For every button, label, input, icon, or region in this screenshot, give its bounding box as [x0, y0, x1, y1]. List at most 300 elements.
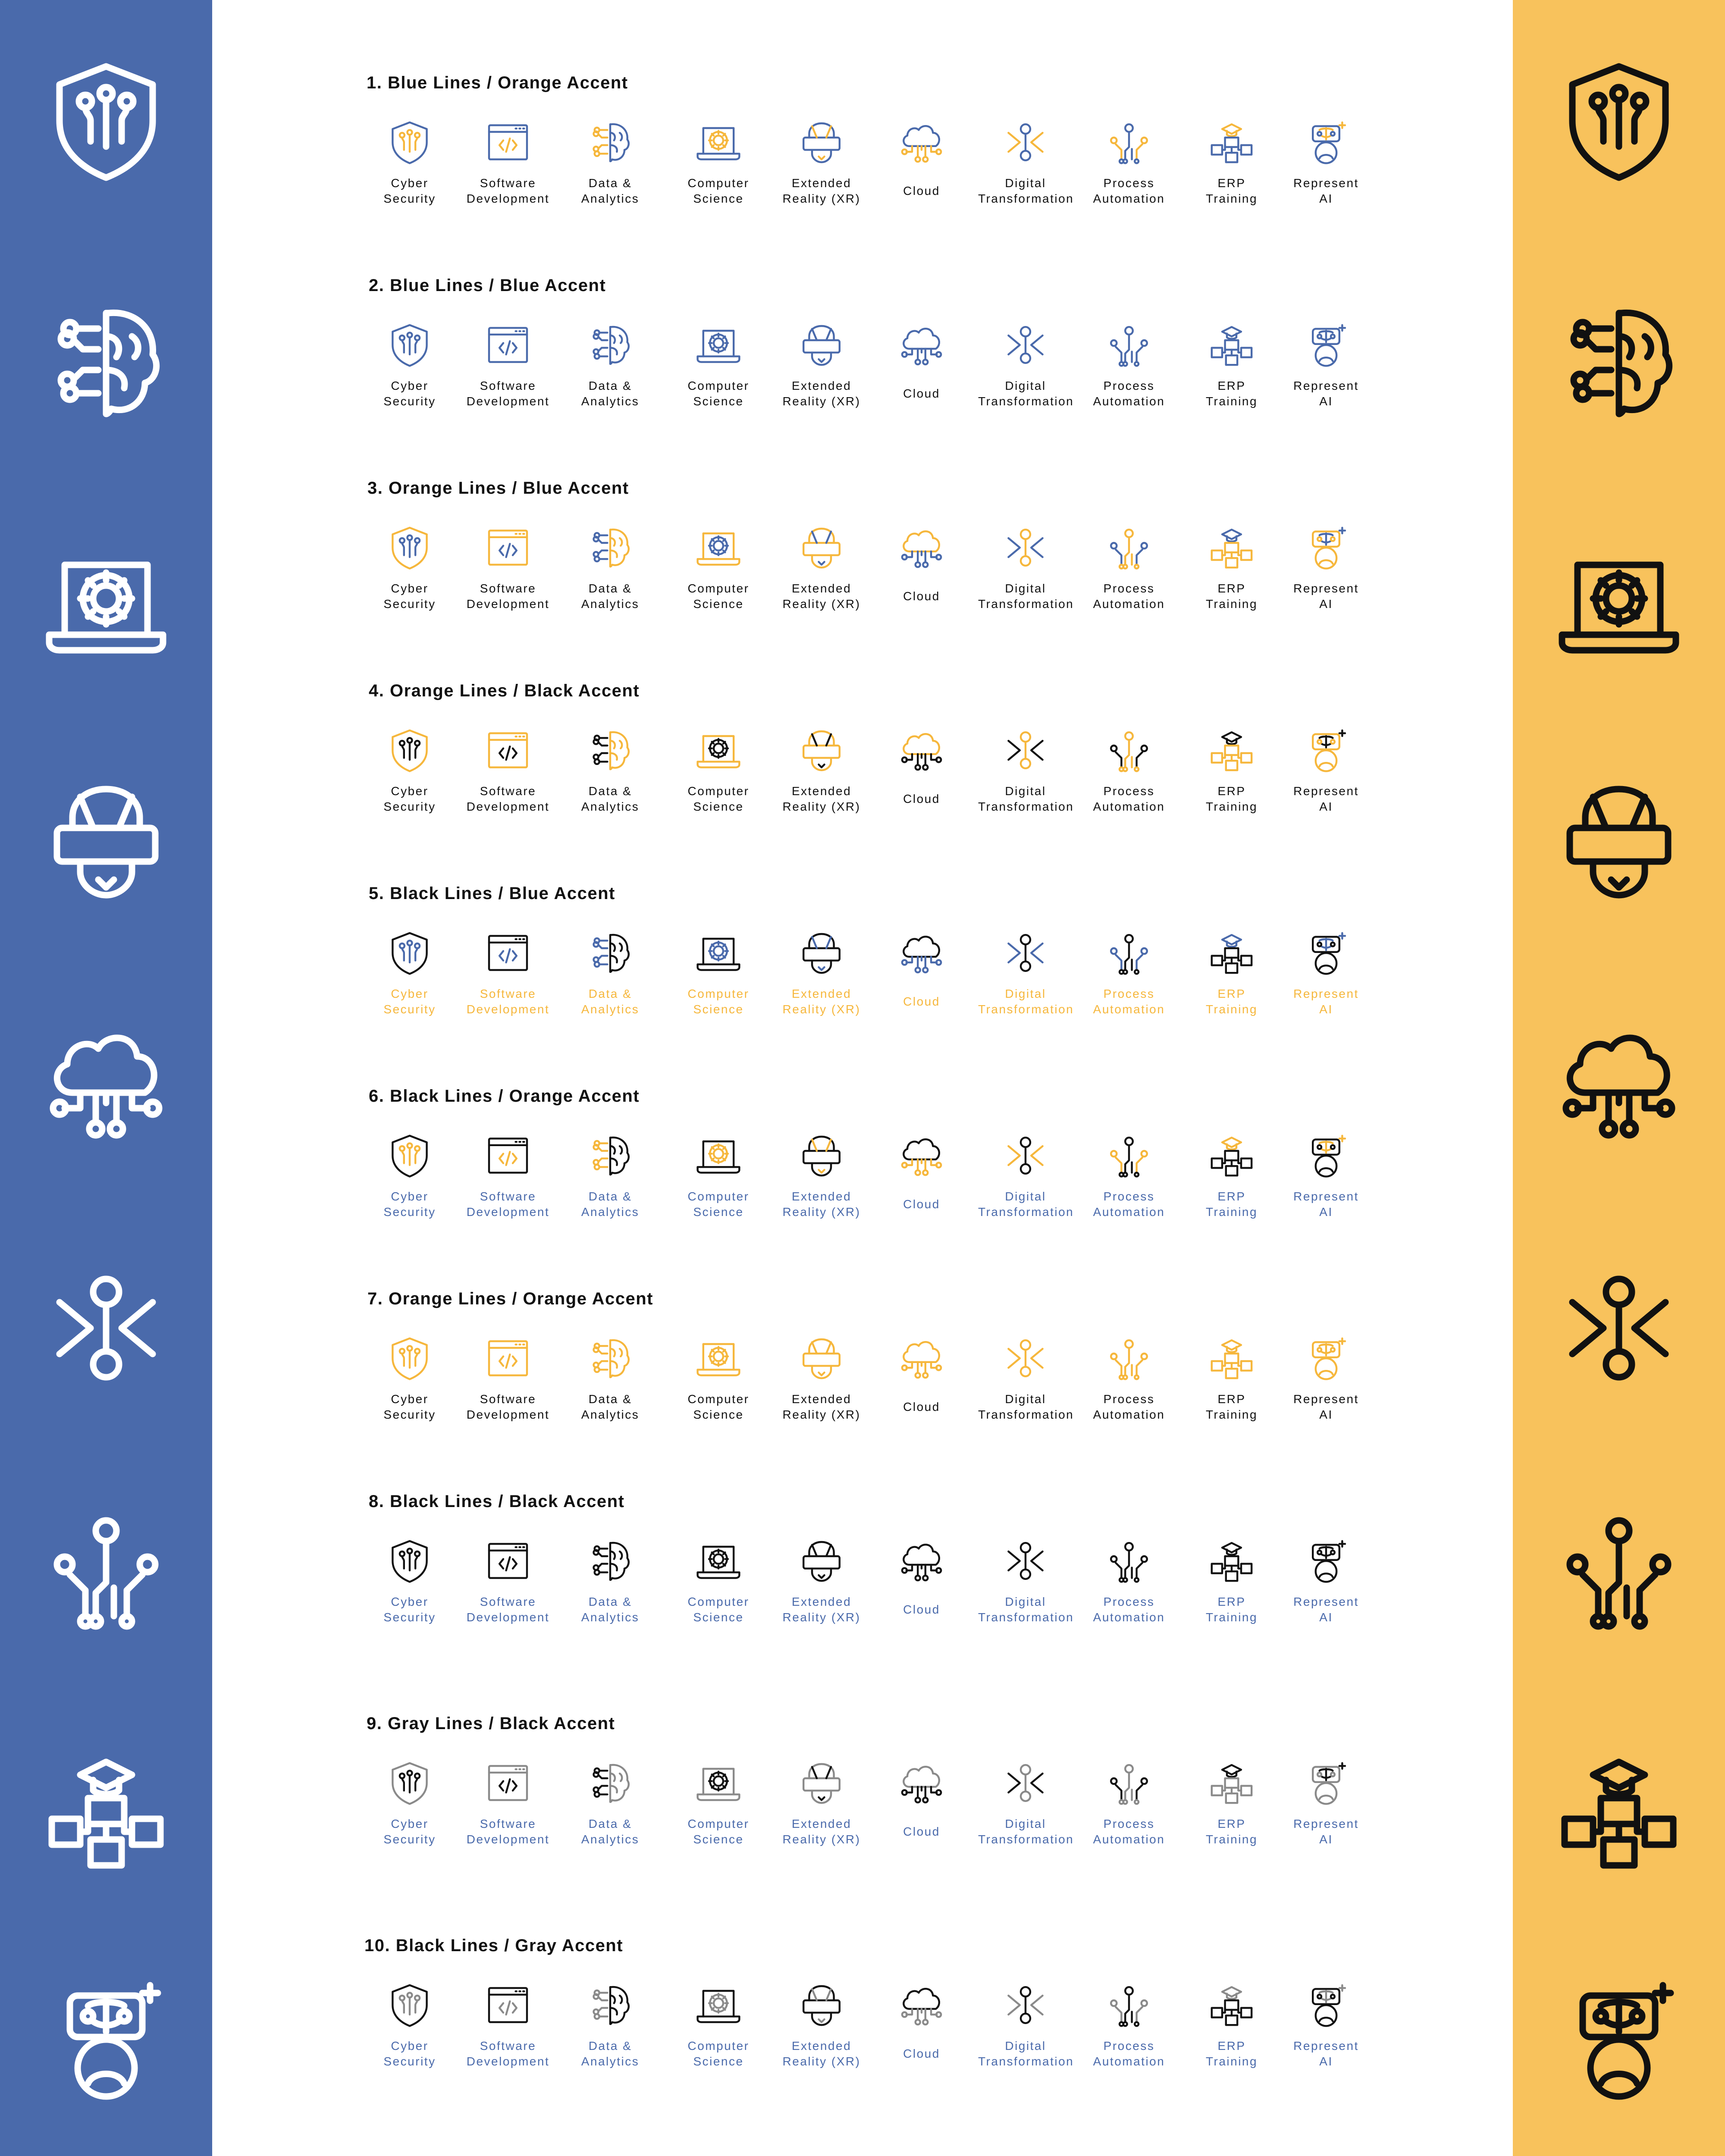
icon-label-line: Science — [693, 395, 744, 408]
icon-label-line: Cloud — [903, 184, 940, 197]
ai-robot-icon — [1302, 1981, 1350, 2029]
icon-tile — [1082, 1132, 1176, 1220]
icon-tile — [362, 1335, 457, 1423]
icon-label-line: Analytics — [581, 192, 640, 205]
icon-label-line: Analytics — [581, 1833, 640, 1846]
icon-label — [671, 175, 766, 207]
row-title: 5. Black Lines / Blue Accent — [369, 884, 615, 903]
icon-label-line: AI — [1319, 597, 1333, 611]
vr-headset-icon — [798, 1335, 845, 1382]
icon-label-line: Transformation — [978, 1408, 1074, 1421]
icon-label-line: AI — [1319, 1408, 1333, 1421]
icon-label-line: Cloud — [903, 1400, 940, 1413]
icon-label — [1279, 581, 1374, 612]
brain-circuit-icon — [586, 1335, 634, 1382]
icon-label-line: Transformation — [978, 1611, 1074, 1624]
brain-circuit-icon — [586, 524, 634, 571]
icon-label-line: Represent — [1293, 1595, 1359, 1608]
icon-label-line: Software — [480, 176, 536, 190]
icon-label-line: Process — [1103, 1190, 1155, 1203]
row-title: 4. Orange Lines / Black Accent — [369, 681, 640, 700]
icon-label-line: Digital — [1005, 582, 1046, 595]
icon-label — [461, 378, 555, 409]
icon-label-line: Digital — [1005, 784, 1046, 798]
icon-label-line: Transformation — [978, 192, 1074, 205]
icon-tile — [874, 727, 969, 815]
icon-label-line: Digital — [1005, 987, 1046, 1000]
icon-tile — [874, 1537, 969, 1625]
icon-label-line: Analytics — [581, 1611, 640, 1624]
icon-label — [978, 1189, 1073, 1220]
code-window-icon — [484, 1759, 532, 1807]
icon-label — [1082, 1594, 1176, 1625]
laptop-gear-icon — [695, 524, 742, 571]
icon-label-line: Represent — [1293, 1817, 1359, 1830]
shield-icon — [386, 1981, 433, 2029]
icon-label — [362, 2038, 457, 2069]
icon-label-line: Process — [1103, 1817, 1155, 1830]
icon-label-line: Reality (XR) — [782, 1205, 861, 1219]
icon-label-line: Training — [1205, 192, 1258, 205]
icon-label-line: Represent — [1293, 987, 1359, 1000]
icon-label-line: Extended — [791, 1392, 852, 1406]
laptop-gear-icon — [695, 321, 742, 369]
icon-label-line: Training — [1205, 2055, 1258, 2068]
icon-label — [978, 1594, 1073, 1625]
cloud-circuit-icon — [898, 1132, 945, 1179]
icon-label-line: Computer — [687, 1392, 750, 1406]
laptop-gear-icon — [695, 1981, 742, 2029]
icon-label — [774, 783, 869, 815]
icon-label-line: AI — [1319, 1205, 1333, 1219]
process-automation-icon — [1105, 727, 1153, 774]
icon-label — [671, 1391, 766, 1423]
icon-tile — [1279, 119, 1374, 207]
icon-label-line: ERP — [1217, 1190, 1246, 1203]
icon-label — [1279, 1594, 1374, 1625]
icon-label-line: Analytics — [581, 1408, 640, 1421]
icon-label-line: Data & — [588, 1392, 632, 1406]
icon-label — [671, 581, 766, 612]
brain-circuit-icon — [586, 929, 634, 977]
icon-label-line: Reality (XR) — [782, 192, 861, 205]
icon-label-line: Analytics — [581, 1205, 640, 1219]
icon-label — [461, 581, 555, 612]
cloud-circuit-icon — [898, 1981, 945, 2029]
vr-headset-icon — [41, 776, 171, 906]
shield-icon — [386, 1759, 433, 1807]
icon-label-line: Security — [383, 1003, 436, 1016]
icon-label-line: Development — [466, 1408, 550, 1421]
icon-tile — [874, 929, 969, 1017]
icon-label-line: Science — [693, 2055, 744, 2068]
icon-tile — [563, 727, 658, 815]
transformation-node-icon — [1002, 321, 1049, 369]
icon-tile — [978, 1537, 1073, 1625]
icon-label-line: Training — [1205, 395, 1258, 408]
icon-label-line: Automation — [1093, 800, 1165, 813]
icon-tile — [563, 1759, 658, 1847]
row-title: 1. Blue Lines / Orange Accent — [367, 73, 628, 92]
icon-label-line: ERP — [1217, 1817, 1246, 1830]
icon-label — [1184, 1594, 1279, 1625]
icon-label — [1279, 1391, 1374, 1423]
transformation-node-icon — [1002, 1335, 1049, 1382]
icon-tile — [1082, 1759, 1176, 1847]
icon-label — [671, 2038, 766, 2069]
icon-tile — [1279, 1132, 1374, 1220]
icon-label-line: Software — [480, 582, 536, 595]
icon-label — [563, 1594, 658, 1625]
erp-training-icon — [1208, 929, 1255, 977]
icon-label — [774, 1189, 869, 1220]
shield-icon — [386, 1132, 433, 1179]
erp-training-icon — [41, 1746, 171, 1876]
icon-label-line: Cyber — [391, 1595, 429, 1608]
icon-label-line: Cloud — [903, 792, 940, 805]
icon-label — [1082, 378, 1176, 409]
icon-label-line: Development — [466, 800, 550, 813]
icon-tile — [1082, 1335, 1176, 1423]
icon-label — [874, 1391, 969, 1423]
icon-tile — [978, 727, 1073, 815]
icon-label-line: Represent — [1293, 1392, 1359, 1406]
icon-tile — [978, 1759, 1073, 1847]
code-window-icon — [484, 727, 532, 774]
icon-label — [978, 783, 1073, 815]
icon-tile — [563, 524, 658, 612]
icon-label-line: Computer — [687, 582, 750, 595]
icon-label-line: Digital — [1005, 379, 1046, 392]
icon-label-line: Represent — [1293, 1190, 1359, 1203]
icon-label-line: Automation — [1093, 1205, 1165, 1219]
icon-tile — [978, 524, 1073, 612]
icon-tile — [461, 119, 555, 207]
icon-label-line: Software — [480, 1392, 536, 1406]
icon-tile — [1279, 321, 1374, 409]
icon-label-line: Cloud — [903, 995, 940, 1008]
process-automation-icon — [1105, 1759, 1153, 1807]
icon-label-line: Training — [1205, 597, 1258, 611]
icon-label-line: Data & — [588, 1595, 632, 1608]
erp-training-icon — [1208, 1335, 1255, 1382]
icon-label-line: Extended — [791, 1817, 852, 1830]
icon-label-line: Development — [466, 1833, 550, 1846]
icon-label-line: Computer — [687, 1817, 750, 1830]
vr-headset-icon — [798, 524, 845, 571]
icon-label-line: Data & — [588, 379, 632, 392]
icon-label-line: Training — [1205, 1205, 1258, 1219]
icon-label — [362, 783, 457, 815]
icon-label-line: Extended — [791, 784, 852, 798]
transformation-node-icon — [41, 1263, 171, 1393]
vr-headset-icon — [798, 1537, 845, 1585]
icon-tile — [774, 727, 869, 815]
icon-label — [1082, 783, 1176, 815]
icon-label-line: Represent — [1293, 379, 1359, 392]
icon-tile — [874, 524, 969, 612]
icon-label-line: Automation — [1093, 1408, 1165, 1421]
icon-tile — [461, 1537, 555, 1625]
icon-label-line: Development — [466, 1003, 550, 1016]
icon-label — [563, 175, 658, 207]
icon-tile — [1279, 1759, 1374, 1847]
transformation-node-icon — [1002, 1132, 1049, 1179]
icon-label — [874, 378, 969, 409]
brain-circuit-icon — [586, 1132, 634, 1179]
icon-label-line: Analytics — [581, 2055, 640, 2068]
icon-tile — [774, 321, 869, 409]
icon-label-line: Computer — [687, 784, 750, 798]
icon-label-line: AI — [1319, 1611, 1333, 1624]
erp-training-icon — [1208, 1537, 1255, 1585]
cloud-circuit-icon — [898, 321, 945, 369]
erp-training-icon — [1208, 727, 1255, 774]
icon-label-line: Represent — [1293, 2039, 1359, 2053]
icon-label — [978, 2038, 1073, 2069]
process-automation-icon — [1554, 1505, 1684, 1634]
icon-label-line: Science — [693, 1205, 744, 1219]
brain-circuit-icon — [586, 1981, 634, 2029]
icon-label — [774, 1594, 869, 1625]
icon-label-line: Digital — [1005, 1190, 1046, 1203]
icon-label — [774, 581, 869, 612]
icon-label — [1082, 1816, 1176, 1847]
erp-training-icon — [1208, 1759, 1255, 1807]
icon-tile — [461, 1335, 555, 1423]
icon-tile — [1184, 1132, 1279, 1220]
ai-robot-icon — [1302, 119, 1350, 166]
icon-label-line: Digital — [1005, 1817, 1046, 1830]
icon-label-line: Computer — [687, 379, 750, 392]
icon-label-line: Process — [1103, 379, 1155, 392]
cloud-circuit-icon — [898, 119, 945, 166]
process-automation-icon — [1105, 1132, 1153, 1179]
icon-label-line: Security — [383, 800, 436, 813]
icon-tile — [1082, 1537, 1176, 1625]
transformation-node-icon — [1554, 1263, 1684, 1393]
vr-headset-icon — [798, 321, 845, 369]
icon-label — [362, 175, 457, 207]
icon-label-line: Process — [1103, 784, 1155, 798]
icon-tile — [362, 1132, 457, 1220]
icon-tile — [671, 524, 766, 612]
icon-label-line: Analytics — [581, 395, 640, 408]
transformation-node-icon — [1002, 119, 1049, 166]
ai-robot-icon — [1554, 1975, 1684, 2104]
icon-label-line: Science — [693, 192, 744, 205]
icon-tile — [1082, 929, 1176, 1017]
icon-tile — [774, 524, 869, 612]
icon-label — [563, 986, 658, 1017]
icon-label — [1279, 783, 1374, 815]
row-title: 6. Black Lines / Orange Accent — [369, 1087, 640, 1106]
icon-label — [1082, 1391, 1176, 1423]
cloud-circuit-icon — [898, 1537, 945, 1585]
icon-label — [1082, 581, 1176, 612]
icon-label-line: Software — [480, 987, 536, 1000]
icon-label-line: Science — [693, 1003, 744, 1016]
icon-label — [874, 2038, 969, 2069]
shield-icon — [386, 727, 433, 774]
icon-tile — [563, 321, 658, 409]
icon-label-line: Data & — [588, 2039, 632, 2053]
icon-label — [1279, 175, 1374, 207]
icon-label-line: Reality (XR) — [782, 1408, 861, 1421]
laptop-gear-icon — [41, 539, 171, 668]
icon-label-line: Development — [466, 2055, 550, 2068]
laptop-gear-icon — [695, 1335, 742, 1382]
icon-label — [874, 1189, 969, 1220]
icon-label-line: Development — [466, 395, 550, 408]
icon-tile — [671, 1759, 766, 1847]
code-window-icon — [484, 929, 532, 977]
icon-tile — [671, 321, 766, 409]
code-window-icon — [484, 1335, 532, 1382]
laptop-gear-icon — [695, 929, 742, 977]
row-title: 8. Black Lines / Black Accent — [369, 1492, 625, 1511]
ai-robot-icon — [1302, 1132, 1350, 1179]
icon-label-line: Security — [383, 1833, 436, 1846]
brain-circuit-icon — [1554, 298, 1684, 427]
brain-circuit-icon — [586, 321, 634, 369]
brain-circuit-icon — [586, 727, 634, 774]
icon-label — [563, 581, 658, 612]
icon-label — [563, 1816, 658, 1847]
icon-label-line: Transformation — [978, 1003, 1074, 1016]
icon-label-line: Extended — [791, 379, 852, 392]
icon-label-line: Science — [693, 800, 744, 813]
icon-tile — [461, 1759, 555, 1847]
ai-robot-icon — [1302, 929, 1350, 977]
icon-tile — [461, 1981, 555, 2069]
icon-label-line: Data & — [588, 1817, 632, 1830]
icon-label — [362, 378, 457, 409]
icon-label-line: Cyber — [391, 784, 429, 798]
icon-label-line: Development — [466, 1611, 550, 1624]
icon-label-line: Cloud — [903, 1825, 940, 1838]
laptop-gear-icon — [695, 727, 742, 774]
row-title: 10. Black Lines / Gray Accent — [364, 1936, 624, 1955]
icon-tile — [563, 1132, 658, 1220]
cloud-circuit-icon — [1554, 1018, 1684, 1147]
icon-label-line: Development — [466, 1205, 550, 1219]
row-title: 9. Gray Lines / Black Accent — [367, 1714, 615, 1733]
ai-robot-icon — [1302, 1335, 1350, 1382]
icon-label-line: Transformation — [978, 800, 1074, 813]
icon-label-line: Training — [1205, 1003, 1258, 1016]
icon-tile — [671, 119, 766, 207]
icon-label-line: Data & — [588, 784, 632, 798]
icon-tile — [1279, 1335, 1374, 1423]
icon-label-line: Extended — [791, 176, 852, 190]
icon-label — [774, 378, 869, 409]
icon-label — [563, 783, 658, 815]
cloud-circuit-icon — [41, 1018, 171, 1147]
icon-label-line: Transformation — [978, 1833, 1074, 1846]
transformation-node-icon — [1002, 1537, 1049, 1585]
icon-tile — [1184, 1759, 1279, 1847]
ai-robot-icon — [1302, 524, 1350, 571]
icon-label — [1184, 378, 1279, 409]
icon-label — [1082, 2038, 1176, 2069]
icon-label-line: Cyber — [391, 1392, 429, 1406]
icon-tile — [671, 929, 766, 1017]
icon-label-line: Automation — [1093, 1833, 1165, 1846]
icon-tile — [774, 929, 869, 1017]
erp-training-icon — [1208, 1132, 1255, 1179]
laptop-gear-icon — [1554, 539, 1684, 668]
icon-label-line: Cloud — [903, 2047, 940, 2060]
shield-icon — [386, 1537, 433, 1585]
icon-tile — [362, 524, 457, 612]
icon-label-line: Data & — [588, 1190, 632, 1203]
icon-label-line: Digital — [1005, 2039, 1046, 2053]
icon-tile — [362, 1759, 457, 1847]
icon-label-line: Cloud — [903, 589, 940, 603]
vr-headset-icon — [798, 1981, 845, 2029]
icon-label-line: Cyber — [391, 987, 429, 1000]
icon-label-line: AI — [1319, 192, 1333, 205]
icon-tile — [874, 1981, 969, 2069]
icon-tile — [1184, 929, 1279, 1017]
process-automation-icon — [1105, 1537, 1153, 1585]
icon-label — [671, 1594, 766, 1625]
icon-label — [1184, 783, 1279, 815]
icon-tile — [874, 321, 969, 409]
icon-label — [362, 986, 457, 1017]
icon-label — [461, 783, 555, 815]
icon-label — [1279, 1816, 1374, 1847]
icon-label — [671, 783, 766, 815]
icon-label-line: Automation — [1093, 395, 1165, 408]
icon-label-line: Process — [1103, 2039, 1155, 2053]
icon-label-line: Cyber — [391, 379, 429, 392]
icon-label — [362, 1594, 457, 1625]
shield-icon — [386, 524, 433, 571]
icon-tile — [978, 321, 1073, 409]
vr-headset-icon — [798, 119, 845, 166]
icon-label-line: Extended — [791, 987, 852, 1000]
icon-label-line: Reality (XR) — [782, 597, 861, 611]
erp-training-icon — [1208, 119, 1255, 166]
process-automation-icon — [1105, 321, 1153, 369]
icon-label — [563, 378, 658, 409]
icon-label-line: Digital — [1005, 1392, 1046, 1406]
icon-label — [1184, 1391, 1279, 1423]
icon-label-line: Reality (XR) — [782, 2055, 861, 2068]
icon-label-line: Digital — [1005, 1595, 1046, 1608]
cloud-circuit-icon — [898, 727, 945, 774]
icon-label-line: Security — [383, 192, 436, 205]
icon-tile — [978, 1981, 1073, 2069]
icon-label-line: Process — [1103, 987, 1155, 1000]
icon-label — [362, 1391, 457, 1423]
icon-label-line: Represent — [1293, 176, 1359, 190]
icon-label-line: ERP — [1217, 582, 1246, 595]
icon-label — [563, 2038, 658, 2069]
icon-tile — [671, 1981, 766, 2069]
icon-label-line: Cyber — [391, 1817, 429, 1830]
icon-label — [1082, 986, 1176, 1017]
icon-label-line: ERP — [1217, 1595, 1246, 1608]
icon-label-line: Automation — [1093, 597, 1165, 611]
erp-training-icon — [1208, 1981, 1255, 2029]
icon-tile — [1184, 321, 1279, 409]
brain-circuit-icon — [586, 1537, 634, 1585]
icon-label-line: Transformation — [978, 2055, 1074, 2068]
icon-label-line: Represent — [1293, 784, 1359, 798]
